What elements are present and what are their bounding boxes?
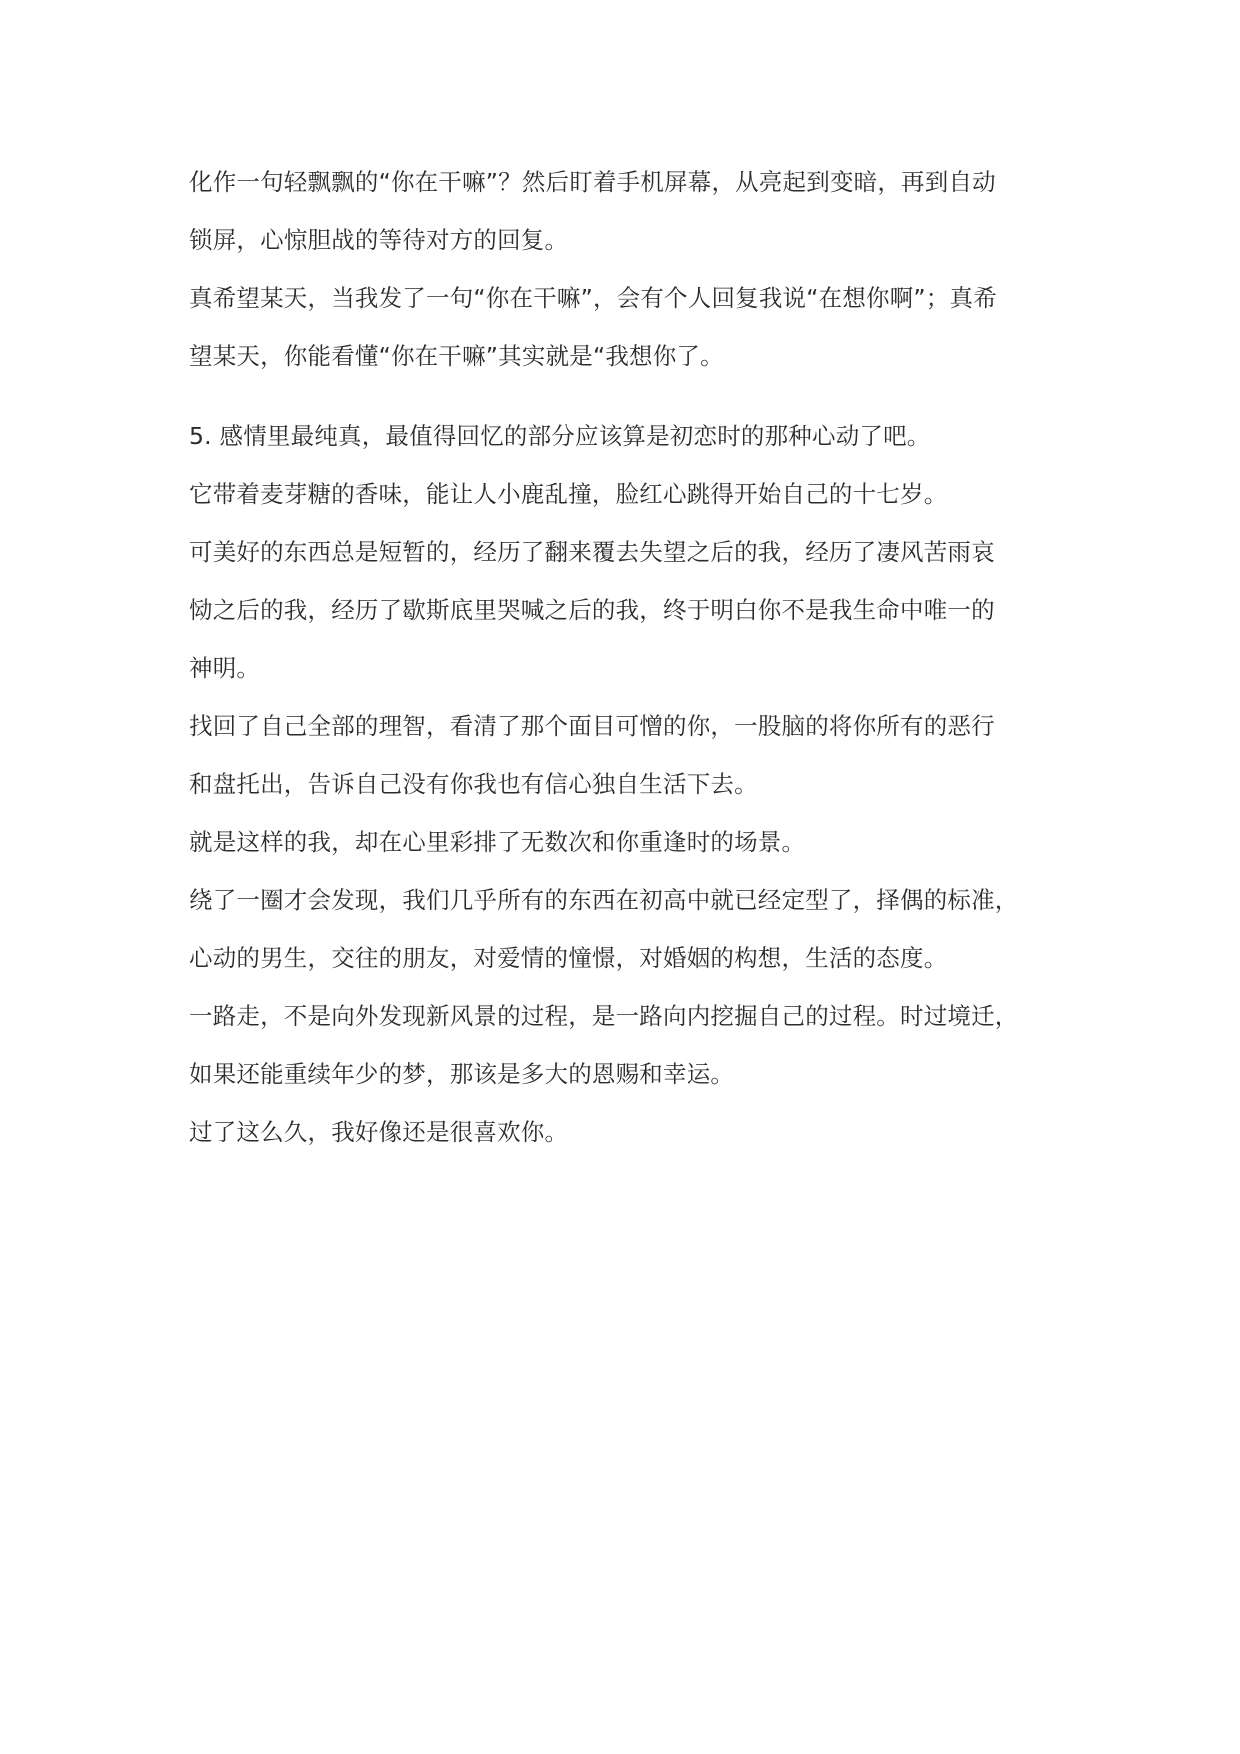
text-line: 绕了一圈才会发现，我们几乎所有的东西在初高中就已经定型了，择偶的标准， [189, 886, 1019, 914]
text-line: 它带着麦芽糖的香味，能让人小鹿乱撞，脸红心跳得开始自己的十七岁。 [189, 480, 948, 508]
text-line: 就是这样的我，却在心里彩排了无数次和你重逢时的场景。 [189, 828, 806, 856]
text-line: 找回了自己全部的理智，看清了那个面目可憎的你，一股脑的将你所有的恶行 [189, 712, 995, 740]
text-line: 可美好的东西总是短暂的，经历了翻来覆去失望之后的我，经历了凄风苦雨哀 [189, 538, 995, 566]
text-line: 恸之后的我，经历了歇斯底里哭喊之后的我，终于明白你不是我生命中唯一的 [189, 596, 995, 624]
section-heading: 5. 感情里最纯真，最值得回忆的部分应该算是初恋时的那种心动了吧。 [189, 422, 931, 450]
text-line: 锁屏，心惊胆战的等待对方的回复。 [189, 226, 569, 254]
text-line: 和盘托出，告诉自己没有你我也有信心独自生活下去。 [189, 770, 758, 798]
text-line: 如果还能重续年少的梦，那该是多大的恩赐和幸运。 [189, 1060, 735, 1088]
text-line: 过了这么久，我好像还是很喜欢你。 [189, 1118, 569, 1146]
text-line: 心动的男生，交往的朋友，对爱情的憧憬，对婚姻的构想，生活的态度。 [189, 944, 948, 972]
text-line: 真希望某天，当我发了一句“你在干嘛”，会有个人回复我说“在想你啊”；真希 [189, 284, 997, 312]
text-line: 一路走，不是向外发现新风景的过程，是一路向内挖掘自己的过程。时过境迁， [189, 1002, 1019, 1030]
text-line: 望某天，你能看懂“你在干嘛”其实就是“我想你了。 [189, 342, 724, 370]
text-line: 神明。 [189, 654, 261, 682]
text-line: 化作一句轻飘飘的“你在干嘛”？然后盯着手机屏幕，从亮起到变暗，再到自动 [189, 168, 996, 196]
